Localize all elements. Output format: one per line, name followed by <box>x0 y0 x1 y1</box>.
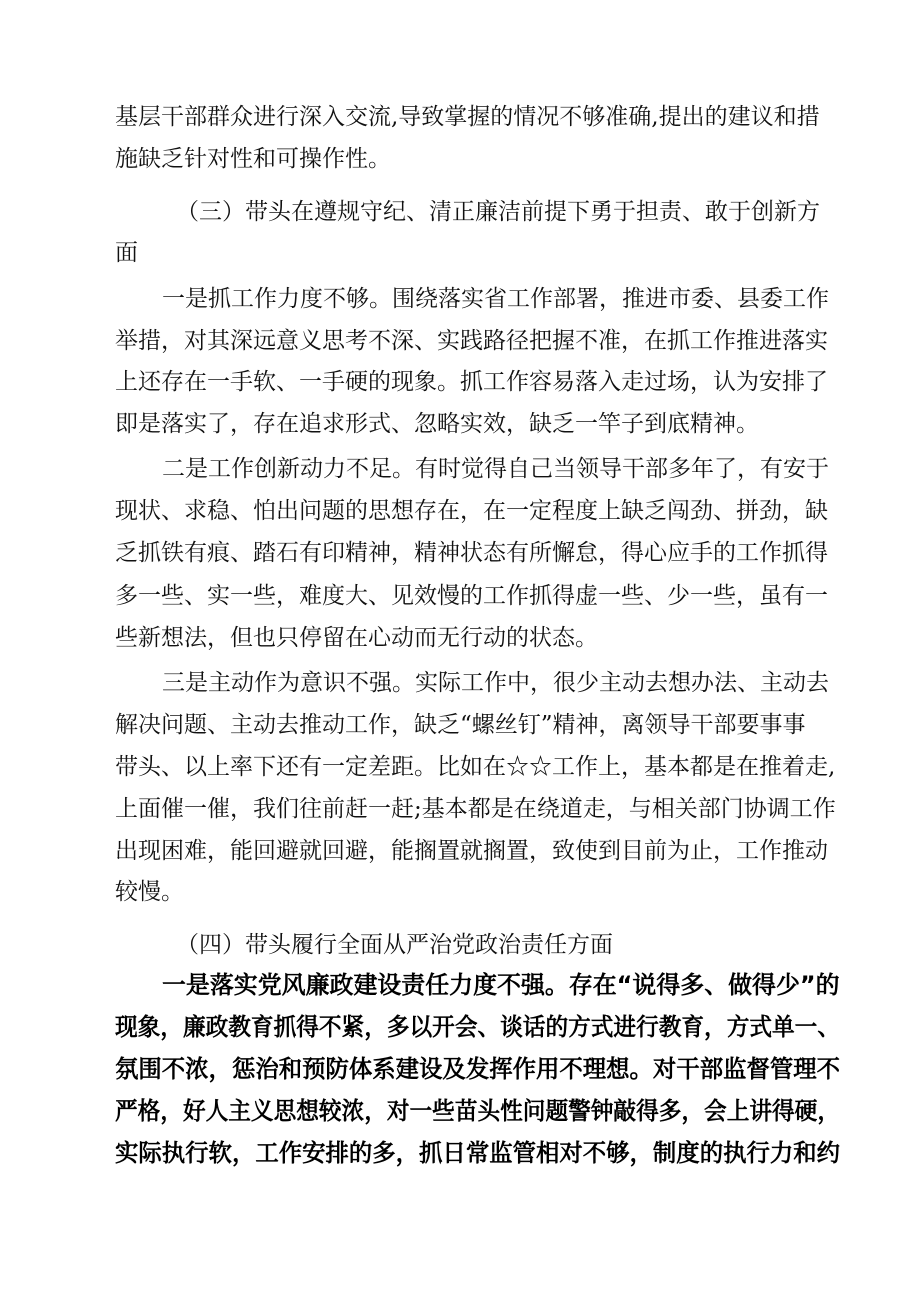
section-heading: 面 <box>115 240 138 266</box>
text-line: 较慢。 <box>115 879 184 905</box>
text-line: 些新想法，但也只停留在心动而无行动的状态。 <box>115 625 598 651</box>
text-line: 一是抓工作力度不够。围绕落实省工作部署，推进市委、县委工作 <box>162 286 829 312</box>
text-line: 上还存在一手软、一手硬的现象。抓工作容易落入走过场，认为安排了 <box>115 369 828 395</box>
text-line-bold: 现象，廉政教育抓得不紧，多以开会、谈话的方式进行教育，方式单一、 <box>115 1013 840 1041</box>
text-line: 三是主动作为意识不强。实际工作中，很少主动去想办法、主动去 <box>162 670 829 696</box>
text-line: 举措，对其深远意义思考不深、实践路径把握不准，在抓工作推进落实 <box>115 328 828 354</box>
section-heading: （三）带头在遵规守纪、清正廉洁前提下勇于担责、敢于创新方 <box>176 199 820 225</box>
text-line: 出现困难，能回避就回避，能搁置就搁置，致使到目前为止，工作推动 <box>115 838 828 864</box>
text-line: 即是落实了，存在追求形式、忽略实效，缺乏一竿子到底精神。 <box>115 411 759 437</box>
text-line-bold: 一是落实党风廉政建设责任力度不强。存在“说得多、做得少”的 <box>162 971 840 999</box>
text-line-bold: 实际执行软，工作安排的多，抓日常监管相对不够，制度的执行力和约 <box>115 1139 841 1167</box>
text-line: 上面催一催，我们往前赶一赶;基本都是在绕道走，与相关部门协调工作 <box>115 796 836 822</box>
text-line: 二是工作创新动力不足。有时觉得自己当领导干部多年了，有安于 <box>162 456 829 482</box>
text-line: 解决问题、主动去推动工作，缺乏“螺丝钉”精神，离领导干部要事事 <box>115 712 806 738</box>
section-heading: （四）带头履行全面从严治党政治责任方面 <box>176 932 613 958</box>
text-line: 现状、求稳、怕出问题的思想存在，在一定程度上缺乏闯劲、拼劲，缺 <box>115 498 828 524</box>
text-line: 多一些、实一些，难度大、见效慢的工作抓得虚一些、少一些，虽有一 <box>115 583 828 609</box>
text-line: 施缺乏针对性和可操作性。 <box>115 146 391 172</box>
text-line: 基层干部群众进行深入交流,导致掌握的情况不够准确,提出的建议和措 <box>115 104 820 130</box>
text-line: 乏抓铁有痕、踏石有印精神，精神状态有所懈怠，得心应手的工作抓得 <box>115 540 828 566</box>
text-line: 带头、以上率下还有一定差距。比如在☆☆工作上，基本都是在推着走, <box>115 754 836 780</box>
text-line-bold: 严格，好人主义思想较浓，对一些苗头性问题警钟敲得多，会上讲得硬， <box>115 1097 840 1125</box>
text-line-bold: 氛围不浓，惩治和预防体系建设及发挥作用不理想。对干部监督管理不 <box>115 1055 841 1083</box>
